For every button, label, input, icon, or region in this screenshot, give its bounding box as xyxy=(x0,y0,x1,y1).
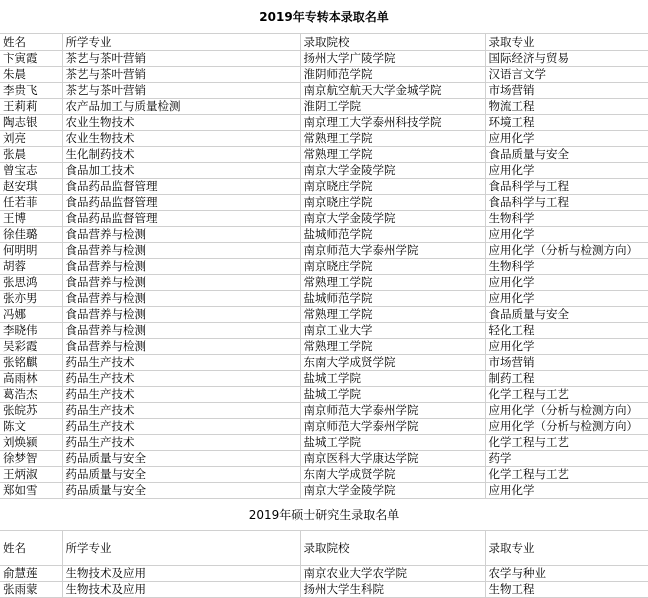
header-school: 录取院校 xyxy=(300,531,485,566)
cell-admitted-major: 汉语言文学 xyxy=(485,67,648,83)
cell-school: 南京医科大学康达学院 xyxy=(300,451,485,467)
table-row xyxy=(0,371,648,387)
cell-admitted-major: 生物科学 xyxy=(485,211,648,227)
header-admitted-major: 录取专业 xyxy=(485,531,648,566)
cell-admitted-major: 生物科学 xyxy=(485,259,648,275)
cell-admitted-major: 市场营销 xyxy=(485,355,648,371)
cell-name: 俞慧莲 xyxy=(0,566,62,582)
table-title-upgrade-admissions: 2019年专转本录取名单 xyxy=(0,0,648,34)
cell-name: 陶志银 xyxy=(0,115,62,131)
cell-admitted-major: 化学工程与工艺 xyxy=(485,467,648,483)
table-row xyxy=(0,227,648,243)
cell-major: 生化制药技术 xyxy=(62,147,300,163)
cell-name: 胡蓉 xyxy=(0,259,62,275)
cell-major: 食品药品监督管理 xyxy=(62,211,300,227)
cell-school: 东南大学成贤学院 xyxy=(300,355,485,371)
table-row xyxy=(0,291,648,307)
table-title-graduate-admissions: 2019年硕士研究生录取名单 xyxy=(0,499,648,531)
cell-school: 常熟理工学院 xyxy=(300,131,485,147)
cell-school: 南京理工大学泰州科技学院 xyxy=(300,115,485,131)
cell-major: 药品生产技术 xyxy=(62,371,300,387)
cell-major: 食品营养与检测 xyxy=(62,227,300,243)
table-row xyxy=(0,582,648,598)
cell-name: 李晓伟 xyxy=(0,323,62,339)
header-name: 姓名 xyxy=(0,531,62,566)
cell-major: 食品营养与检测 xyxy=(62,275,300,291)
table-row xyxy=(0,275,648,291)
cell-school: 东南大学成贤学院 xyxy=(300,467,485,483)
cell-name: 王炳淑 xyxy=(0,467,62,483)
cell-admitted-major: 市场营销 xyxy=(485,83,648,99)
cell-admitted-major: 化学工程与工艺 xyxy=(485,387,648,403)
table-row xyxy=(0,83,648,99)
table-row xyxy=(0,387,648,403)
table-row xyxy=(0,566,648,582)
cell-name: 王博 xyxy=(0,211,62,227)
cell-name: 朱晨 xyxy=(0,67,62,83)
cell-admitted-major: 轻化工程 xyxy=(485,323,648,339)
cell-admitted-major: 食品质量与安全 xyxy=(485,147,648,163)
header-row xyxy=(0,531,648,566)
cell-major: 食品营养与检测 xyxy=(62,339,300,355)
cell-major: 生物技术及应用 xyxy=(62,582,300,598)
cell-major: 食品营养与检测 xyxy=(62,243,300,259)
cell-admitted-major: 应用化学（分析与检测方向） xyxy=(485,403,648,419)
cell-school: 南京大学金陵学院 xyxy=(300,211,485,227)
cell-name: 何明明 xyxy=(0,243,62,259)
cell-major: 食品药品监督管理 xyxy=(62,179,300,195)
cell-major: 生物技术及应用 xyxy=(62,566,300,582)
cell-name: 徐佳璐 xyxy=(0,227,62,243)
cell-school: 南京航空航天大学金城学院 xyxy=(300,83,485,99)
cell-name: 冯娜 xyxy=(0,307,62,323)
cell-admitted-major: 制药工程 xyxy=(485,371,648,387)
cell-name: 刘焕颍 xyxy=(0,435,62,451)
cell-major: 食品药品监督管理 xyxy=(62,195,300,211)
cell-name: 郑如雪 xyxy=(0,483,62,499)
table-row xyxy=(0,403,648,419)
table-row xyxy=(0,67,648,83)
cell-major: 药品生产技术 xyxy=(62,403,300,419)
cell-major: 药品生产技术 xyxy=(62,355,300,371)
cell-school: 盐城工学院 xyxy=(300,435,485,451)
cell-school: 盐城工学院 xyxy=(300,371,485,387)
cell-name: 曾宝志 xyxy=(0,163,62,179)
cell-school: 扬州大学生科院 xyxy=(300,582,485,598)
cell-admitted-major: 环境工程 xyxy=(485,115,648,131)
cell-admitted-major: 应用化学 xyxy=(485,275,648,291)
cell-major: 食品营养与检测 xyxy=(62,307,300,323)
cell-school: 盐城师范学院 xyxy=(300,227,485,243)
cell-school: 盐城工学院 xyxy=(300,387,485,403)
cell-name: 徐梦智 xyxy=(0,451,62,467)
cell-name: 张铭麒 xyxy=(0,355,62,371)
cell-school: 常熟理工学院 xyxy=(300,147,485,163)
table-row xyxy=(0,467,648,483)
cell-name: 王莉莉 xyxy=(0,99,62,115)
cell-admitted-major: 应用化学 xyxy=(485,291,648,307)
cell-name: 张思鸿 xyxy=(0,275,62,291)
cell-name: 任若菲 xyxy=(0,195,62,211)
cell-admitted-major: 国际经济与贸易 xyxy=(485,51,648,67)
cell-admitted-major: 农学与种业 xyxy=(485,566,648,582)
cell-admitted-major: 应用化学 xyxy=(485,483,648,499)
cell-name: 张皖苏 xyxy=(0,403,62,419)
table-row xyxy=(0,179,648,195)
cell-name: 高雨林 xyxy=(0,371,62,387)
cell-major: 药品质量与安全 xyxy=(62,483,300,499)
table-row xyxy=(0,435,648,451)
table-row xyxy=(0,115,648,131)
header-admitted-major: 录取专业 xyxy=(485,34,648,51)
cell-name: 张晨 xyxy=(0,147,62,163)
cell-school: 南京农业大学农学院 xyxy=(300,566,485,582)
cell-major: 食品加工技术 xyxy=(62,163,300,179)
cell-name: 卞寅霞 xyxy=(0,51,62,67)
cell-school: 南京工业大学 xyxy=(300,323,485,339)
cell-school: 南京师范大学泰州学院 xyxy=(300,419,485,435)
table-row xyxy=(0,259,648,275)
cell-school: 常熟理工学院 xyxy=(300,339,485,355)
table-row xyxy=(0,195,648,211)
table-row xyxy=(0,419,648,435)
cell-major: 食品营养与检测 xyxy=(62,259,300,275)
cell-admitted-major: 应用化学（分析与检测方向） xyxy=(485,243,648,259)
header-school: 录取院校 xyxy=(300,34,485,51)
cell-major: 药品生产技术 xyxy=(62,435,300,451)
table-row xyxy=(0,339,648,355)
cell-school: 南京师范大学泰州学院 xyxy=(300,403,485,419)
table-row xyxy=(0,211,648,227)
header-name: 姓名 xyxy=(0,34,62,51)
cell-major: 药品生产技术 xyxy=(62,387,300,403)
cell-admitted-major: 应用化学 xyxy=(485,163,648,179)
cell-name: 赵安琪 xyxy=(0,179,62,195)
cell-major: 茶艺与茶叶营销 xyxy=(62,67,300,83)
cell-name: 张雨蒙 xyxy=(0,582,62,598)
cell-major: 药品质量与安全 xyxy=(62,467,300,483)
header-major: 所学专业 xyxy=(62,531,300,566)
cell-name: 吴彩霞 xyxy=(0,339,62,355)
cell-major: 茶艺与茶叶营销 xyxy=(62,83,300,99)
cell-admitted-major: 药学 xyxy=(485,451,648,467)
cell-school: 南京大学金陵学院 xyxy=(300,163,485,179)
cell-name: 李贵飞 xyxy=(0,83,62,99)
cell-admitted-major: 生物工程 xyxy=(485,582,648,598)
cell-admitted-major: 应用化学 xyxy=(485,131,648,147)
cell-school: 盐城师范学院 xyxy=(300,291,485,307)
cell-school: 常熟理工学院 xyxy=(300,275,485,291)
graduate-admissions-table xyxy=(0,531,648,598)
table-row xyxy=(0,131,648,147)
cell-school: 淮阴工学院 xyxy=(300,99,485,115)
cell-admitted-major: 食品质量与安全 xyxy=(485,307,648,323)
cell-major: 农业生物技术 xyxy=(62,115,300,131)
cell-school: 南京晓庄学院 xyxy=(300,195,485,211)
cell-major: 食品营养与检测 xyxy=(62,323,300,339)
cell-admitted-major: 食品科学与工程 xyxy=(485,179,648,195)
cell-name: 陈文 xyxy=(0,419,62,435)
cell-name: 葛浩杰 xyxy=(0,387,62,403)
cell-school: 常熟理工学院 xyxy=(300,307,485,323)
cell-school: 南京晓庄学院 xyxy=(300,179,485,195)
table-row xyxy=(0,243,648,259)
cell-school: 南京师范大学泰州学院 xyxy=(300,243,485,259)
cell-major: 食品营养与检测 xyxy=(62,291,300,307)
table-row xyxy=(0,323,648,339)
cell-school: 南京大学金陵学院 xyxy=(300,483,485,499)
cell-major: 农产品加工与质量检测 xyxy=(62,99,300,115)
header-row xyxy=(0,34,648,51)
table-row xyxy=(0,451,648,467)
table-row xyxy=(0,51,648,67)
cell-major: 农业生物技术 xyxy=(62,131,300,147)
table-row xyxy=(0,307,648,323)
cell-major: 药品生产技术 xyxy=(62,419,300,435)
cell-admitted-major: 应用化学 xyxy=(485,227,648,243)
cell-school: 扬州大学广陵学院 xyxy=(300,51,485,67)
cell-admitted-major: 物流工程 xyxy=(485,99,648,115)
table-row xyxy=(0,355,648,371)
table-row xyxy=(0,163,648,179)
upgrade-admissions-table xyxy=(0,34,648,499)
cell-school: 淮阴师范学院 xyxy=(300,67,485,83)
cell-admitted-major: 食品科学与工程 xyxy=(485,195,648,211)
table-row xyxy=(0,483,648,499)
cell-major: 药品质量与安全 xyxy=(62,451,300,467)
cell-name: 张亦男 xyxy=(0,291,62,307)
cell-school: 南京晓庄学院 xyxy=(300,259,485,275)
cell-admitted-major: 应用化学（分析与检测方向） xyxy=(485,419,648,435)
cell-admitted-major: 化学工程与工艺 xyxy=(485,435,648,451)
table-row xyxy=(0,99,648,115)
table-row xyxy=(0,147,648,163)
cell-admitted-major: 应用化学 xyxy=(485,339,648,355)
cell-name: 刘亮 xyxy=(0,131,62,147)
header-major: 所学专业 xyxy=(62,34,300,51)
cell-major: 茶艺与茶叶营销 xyxy=(62,51,300,67)
